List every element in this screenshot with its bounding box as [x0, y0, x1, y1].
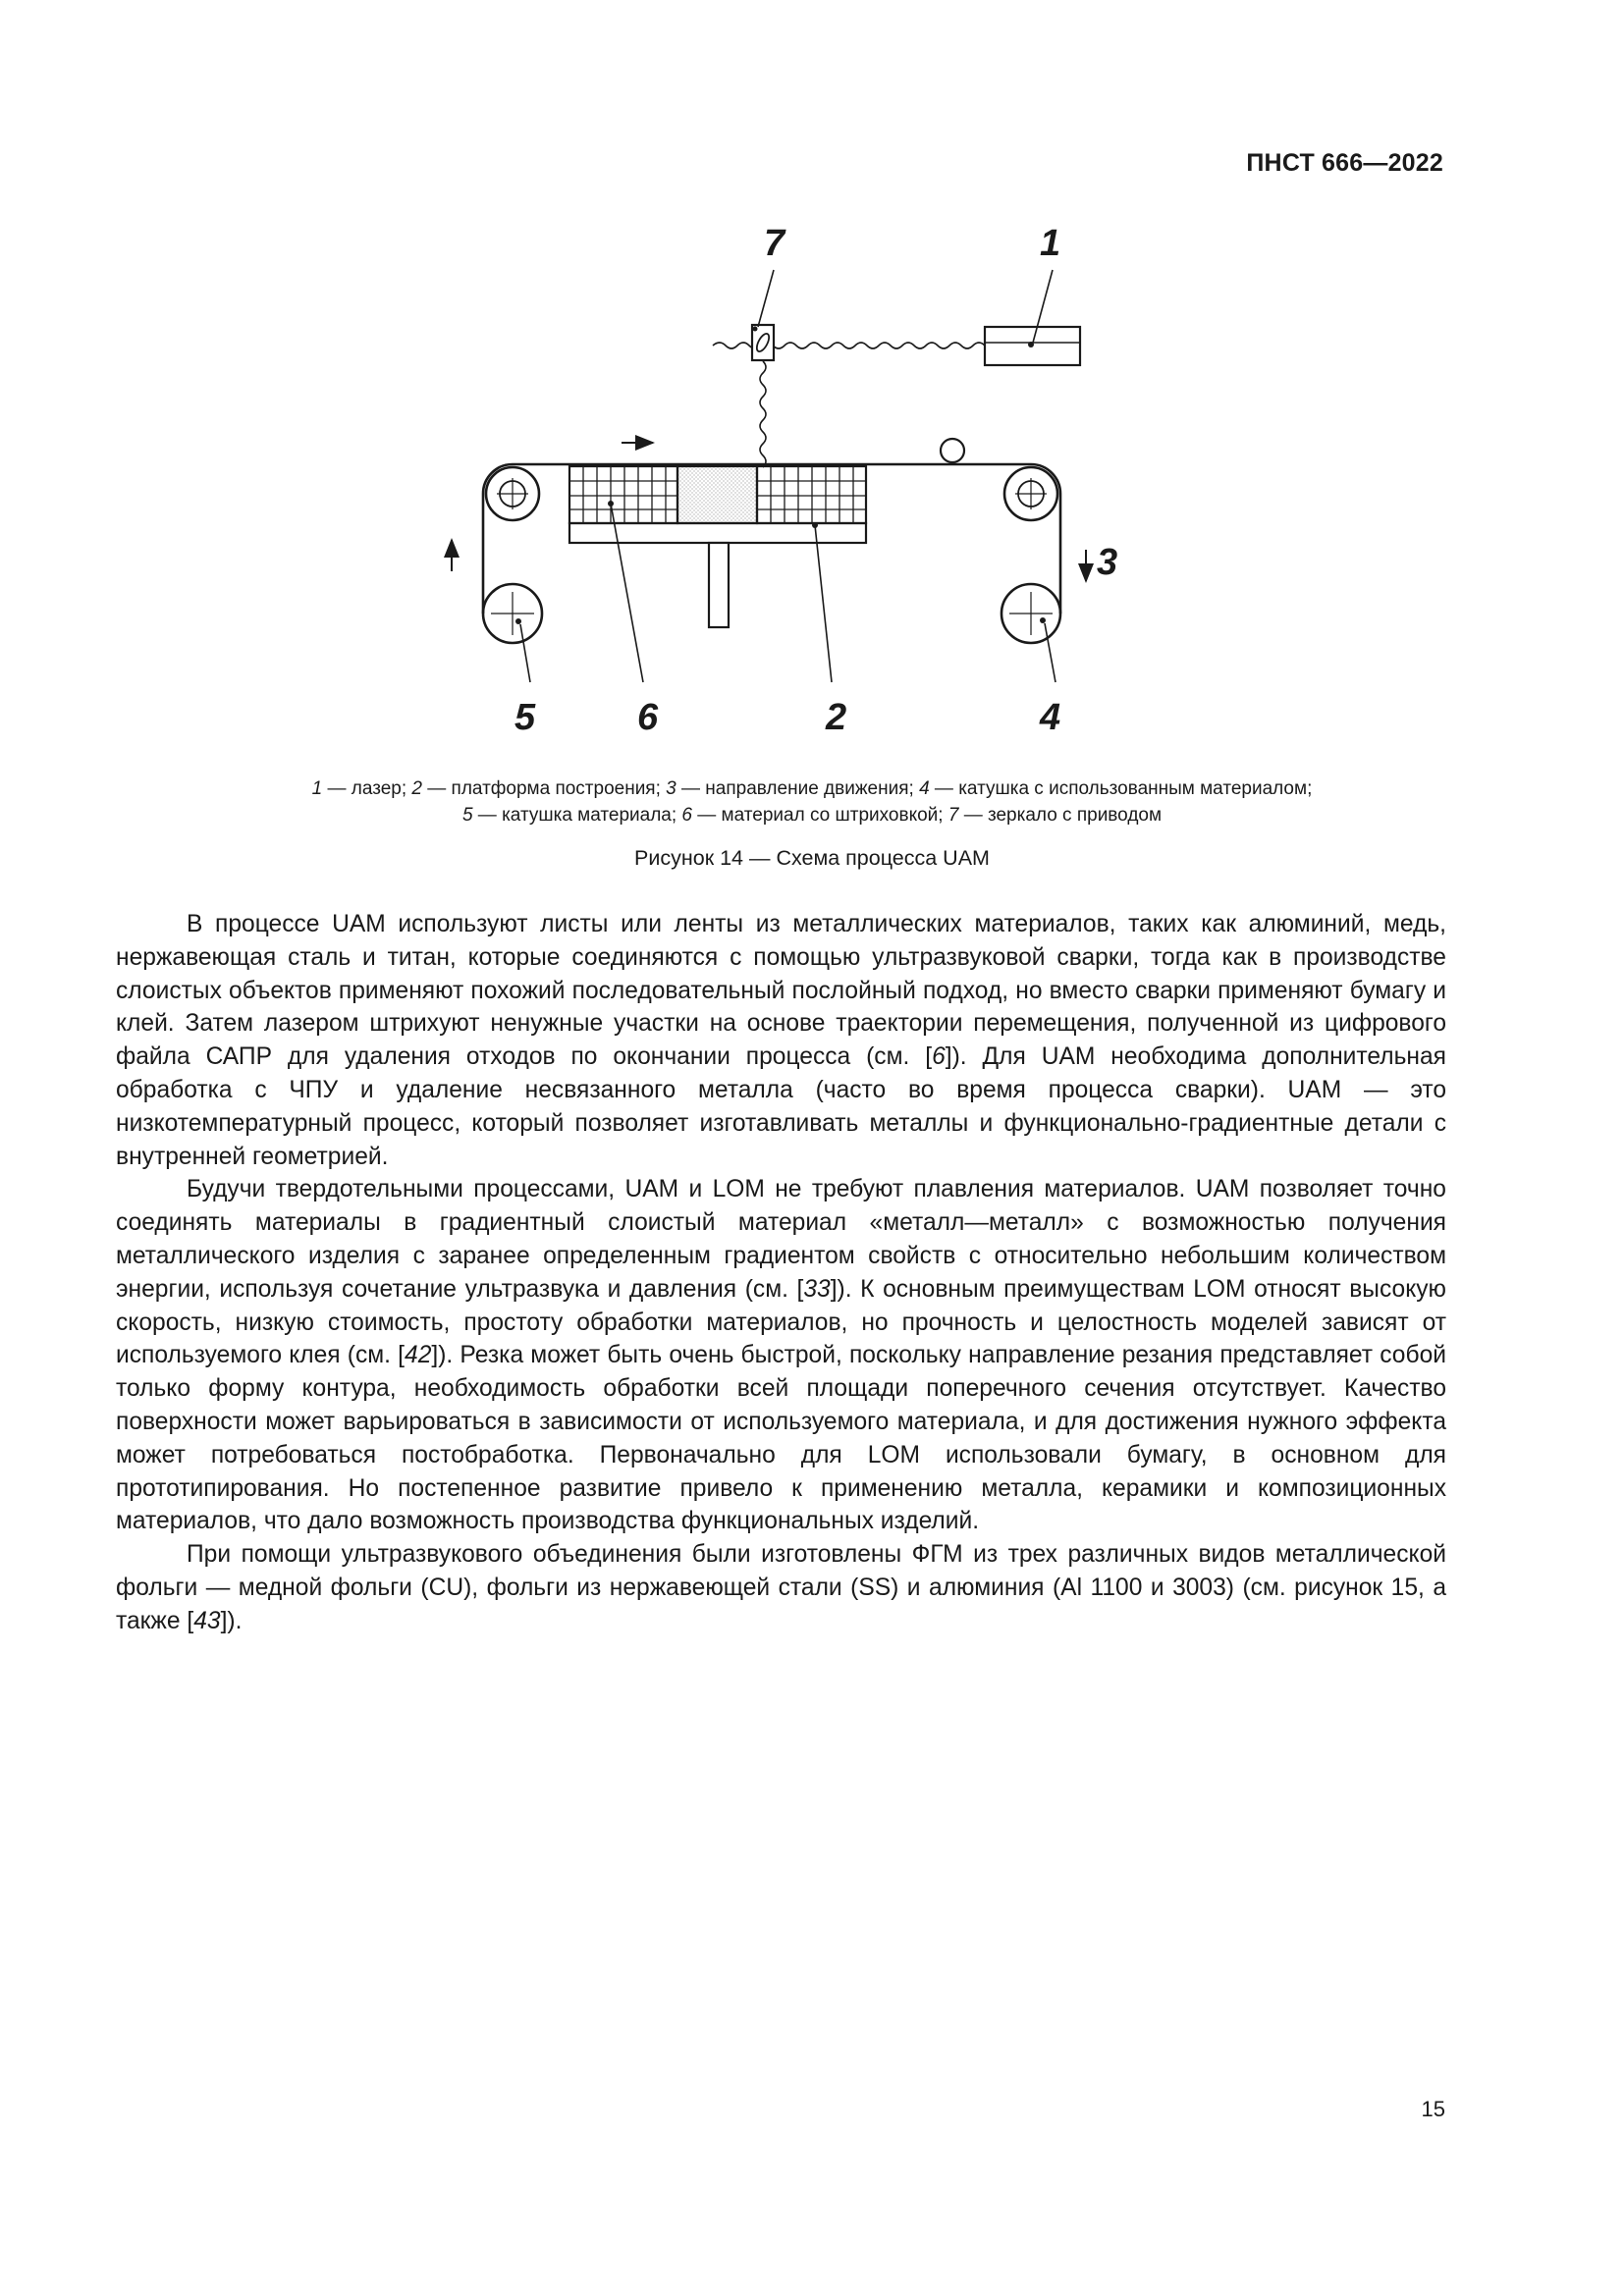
used-material-spool [1001, 584, 1060, 643]
callout-2: 2 [826, 697, 847, 738]
legend-line: 5 — катушка материала; 6 — материал со штриховкой; 7 — зеркало с приводом [461, 805, 1163, 826]
legend-line: 1 — лазер; 2 — платформа построения; 3 — направление движения; 4 — катушка с использованным материалом; [311, 778, 1313, 799]
figure-uam-diagram [432, 221, 1159, 756]
callout-1: 1 [1040, 223, 1061, 264]
uam-process-diagram [432, 221, 1159, 756]
paragraph: Будучи твердотельными процессами, UAM и LOM не требуют плавления материалов. UAM позволяет точно соединять материалы в градиентный слоистый материал «металл—металл» с возможностью получения металлического изделия с заранее определенным градиентом свойств с относительно небольшим количеством энергии, используя сочетание ультразвука и давления (см. [33]). К основным преимуществам LOM относят высокую скорость, низкую стоимость, простоту обработки материалов, но прочность и целостность моделей зависят от используемого клея (см. [42]). Резка может быть очень быстрой, поскольку направление резания представляет собой только форму контура, необходимость обработки всей площади поперечного сечения отсутствует. Качество поверхности может варьироваться в зависимости от используемого материала, и для достижения нужного эффекта может потребоваться постобработка. Первоначально для LOM использовали бумагу, в основном для прототипирования. Но постепенное развитие привело к применению металла, керамики и композиционных материалов, что дало возможность производства функциональных изделий. [116, 1176, 1446, 1535]
paragraph: В процессе UAM используют листы или ленты из металлических материалов, таких как алюминий, медь, нержавеющая сталь и титан, которые соединяются с помощью ультразвуковой сварки, тогда как в производстве слоистых объектов применяют похожий последовательный послойный подход, но вместо сварки применяют бумагу и клей. Затем лазером штрихуют ненужные участки на основе траектории перемещения, полученной из цифрового файла САПР для удаления отходов по окончании процесса (см. [6]). Для UAM необходима дополнительная обработка с ЧПУ и удаление несвязанного металла (часто во время процесса сварки). UAM — это низкотемпературный процесс, который позволяет изготавливать металлы и функционально-градиентные детали с внутренней геометрией. [116, 911, 1446, 1170]
figure-caption: Рисунок 14 — Схема процесса UAM [634, 846, 990, 870]
upper-roller-left [486, 467, 539, 520]
paragraph: При помощи ультразвукового объединения были изготовлены ФГМ из трех различных видов металлической фольги — медной фольги (CU), фольги из нержавеющей стали (SS) и алюминия (Al 1100 и 3003) (см. рисунок 15, а также [43]). [116, 1541, 1446, 1634]
reference-link[interactable]: 33 [803, 1275, 831, 1303]
document-code: ПНСТ 666—2022 [1246, 149, 1443, 177]
callout-3: 3 [1097, 542, 1118, 583]
callout-6: 6 [637, 697, 659, 738]
mirror-with-drive [752, 325, 774, 360]
callout-5: 5 [514, 697, 536, 738]
reference-link[interactable]: 42 [405, 1342, 432, 1369]
welded-zone [677, 466, 757, 523]
reference-link[interactable]: 43 [193, 1607, 221, 1634]
callout-4: 4 [1040, 697, 1061, 738]
upper-roller-right [1004, 467, 1057, 520]
laser-beam-vertical [760, 361, 766, 467]
callout-7: 7 [764, 223, 785, 264]
material-spool [483, 584, 542, 643]
reference-link[interactable]: 6 [932, 1043, 946, 1071]
platform-column [709, 543, 729, 627]
leader-lines [520, 270, 1056, 682]
pressure-roller [941, 439, 964, 462]
laser [985, 327, 1080, 365]
figure-legend [147, 775, 1477, 828]
page-number: 15 [1421, 2097, 1445, 2121]
body-text [116, 908, 1446, 1638]
